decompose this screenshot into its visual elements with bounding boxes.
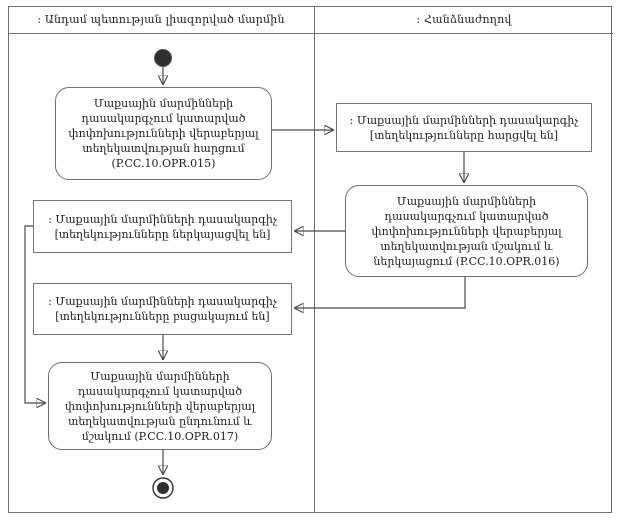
lane-header-commission: [315, 6, 613, 33]
action-text-line: փոփոխությունների վերաբերյալ: [68, 127, 259, 140]
object-node-classifier-requested: [336, 103, 592, 152]
action-text-line: դասակարգչում կատարված: [384, 209, 549, 223]
action-node-opr-015: [55, 87, 272, 180]
action-text-line: Մաքսային մարմինների: [93, 97, 234, 110]
object-text-line: : Մաքսային մարմինների դասակարգիչ: [349, 113, 579, 127]
object-node-classifier-absent: [33, 283, 292, 335]
action-node-opr-016: [345, 185, 588, 277]
object-text-line: : Մաքսային մարմինների դասակարգիչ: [48, 295, 277, 308]
object-text-line: [տեղեկությունները ներկայացվել են]: [54, 227, 271, 241]
action-text-line: Մաքսային մարմինների: [396, 194, 537, 208]
action-text-line: տեղեկատվության մշակում և: [380, 239, 553, 253]
lane-title: : Հանձնաժողով: [416, 13, 512, 26]
object-text-line: : Մաքսային մարմինների դասակարգիչ: [48, 212, 277, 226]
object-node-classifier-submitted: [33, 200, 292, 253]
action-text-line: տեղեկատվության ընդունում և: [68, 414, 252, 428]
lane-title: : Անդամ պետության լիազորված մարմին: [37, 13, 285, 26]
lane-header-authorized-body: [8, 6, 314, 33]
action-text-line: տեղեկատվության հարցում: [82, 142, 245, 155]
action-text-line: Մաքսային մարմինների: [90, 369, 230, 383]
object-text-line: [տեղեկությունները բացակայում են]: [55, 310, 270, 323]
action-text-line: դասակարգչում կատարված: [78, 384, 242, 398]
lane-header-rule: [8, 33, 613, 34]
action-text-line: փոփոխությունների վերաբերյալ: [371, 224, 562, 238]
action-text-line: դասակարգչում կատարված: [81, 112, 246, 125]
action-text-line: փոփոխությունների վերաբերյալ: [64, 399, 256, 413]
object-text-line: [տեղեկությունները հարցվել են]: [369, 128, 559, 142]
lane-divider: [314, 6, 315, 513]
action-text-line: ներկայացում (P.CC.10.OPR.016): [373, 254, 560, 268]
action-node-opr-017: [48, 362, 272, 450]
action-text-line: (P.CC.10.OPR.015): [111, 157, 216, 170]
action-text-line: մշակում (P.CC.10.OPR.017): [81, 429, 239, 443]
